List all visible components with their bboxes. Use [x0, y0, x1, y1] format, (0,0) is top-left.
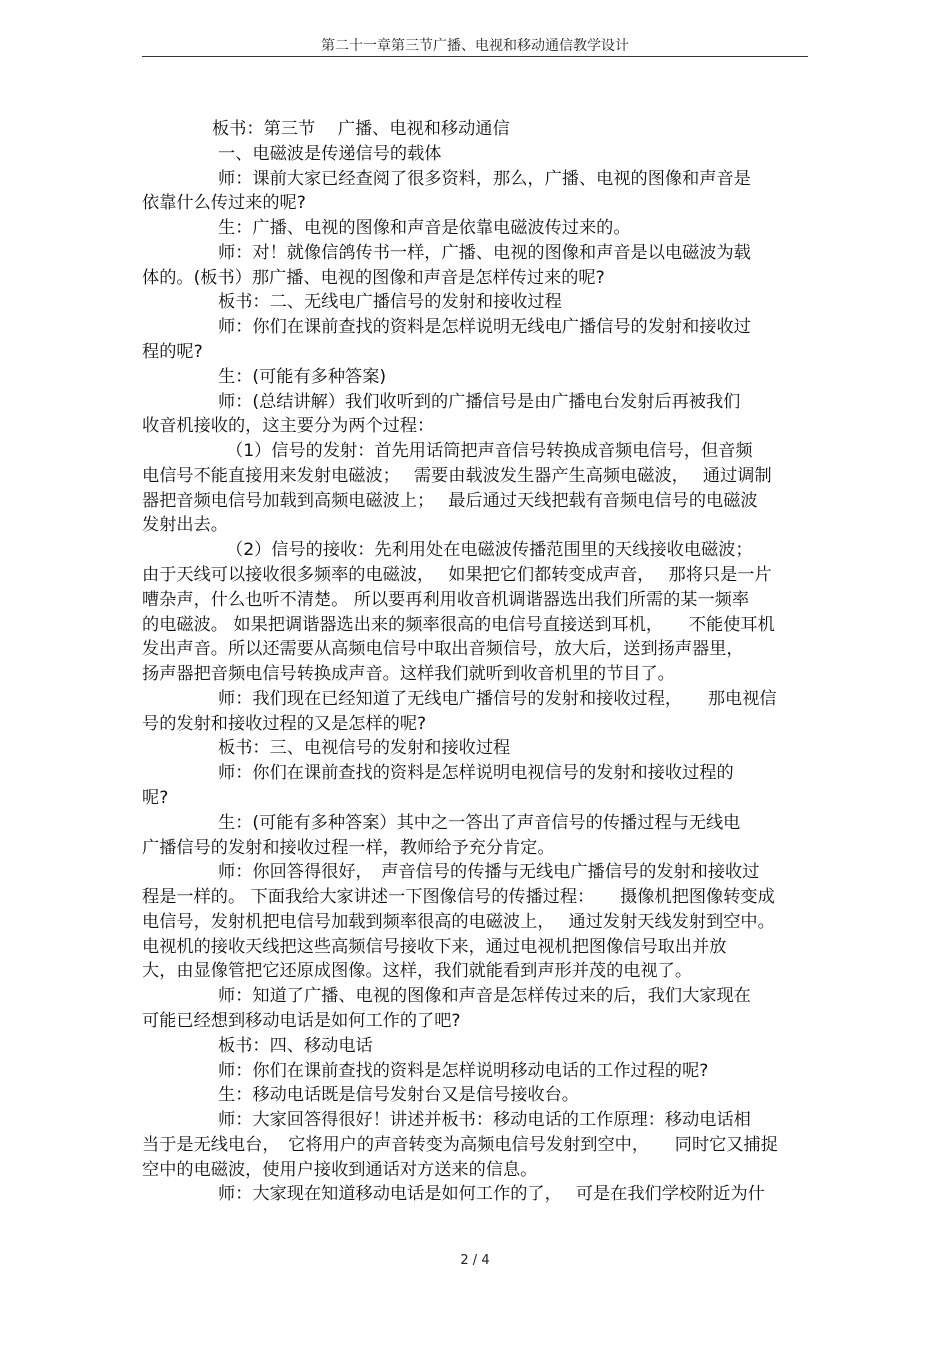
text-line: 师：你回答得很好， 声音信号的传播与无线电广播信号的发射和接收过	[218, 862, 760, 882]
text-line: 生：广播、电视的图像和声音是依靠电磁波传过来的。	[218, 218, 631, 238]
text-line: 师：你们在课前查找的资料是怎样说明电视信号的发射和接收过程的	[218, 763, 734, 783]
text-line: 师：大家回答得很好！讲述并板书：移动电话的工作原理：移动电话相	[218, 1110, 751, 1130]
text-line: 号的发射和接收过程的又是怎样的呢?	[142, 714, 427, 734]
text-line: 生：移动电话既是信号发射台又是信号接收台。	[218, 1085, 579, 1105]
text-line: 大，由显像管把它还原成图像。这样，我们就能看到声形并茂的电视了。	[142, 961, 693, 981]
text-line: （1）信号的发射：首先用话筒把声音信号转换成音频电信号，但音频	[226, 441, 753, 461]
text-line: 师：你们在课前查找的资料是怎样说明无线电广播信号的发射和接收过	[218, 317, 751, 337]
text-line: 师：知道了广播、电视的图像和声音是怎样传过来的后，我们大家现在	[218, 986, 751, 1006]
text-line: 生：(可能有多种答案）其中之一答出了声音信号的传播过程与无线电	[218, 813, 741, 833]
text-line: 的电磁波。 如果把调谐器选出来的频率很高的电信号直接送到耳机， 不能使耳机	[142, 615, 775, 635]
text-line: 程的呢?	[142, 342, 203, 362]
text-line: （2）信号的接收：先利用处在电磁波传播范围里的天线接收电磁波；	[226, 540, 753, 560]
text-line: 师：我们现在已经知道了无线电广播信号的发射和接收过程， 那电视信	[218, 689, 777, 709]
text-line: 程是一样的。 下面我给大家讲述一下图像信号的传播过程： 摄像机把图像转变成	[142, 887, 775, 907]
text-line: 嘈杂声，什么也听不清楚。 所以要再利用收音机调谐器选出我们所需的某一频率	[142, 590, 750, 610]
text-line: 师：课前大家已经查阅了很多资料，那么，广播、电视的图像和声音是	[218, 169, 751, 189]
text-line: 空中的电磁波，使用户接收到通话对方送来的信息。	[142, 1160, 538, 1180]
page-number: 2 / 4	[460, 1253, 490, 1268]
text-line: 板书：三、电视信号的发射和接收过程	[218, 738, 511, 758]
text-line: 师：大家现在知道移动电话是如何工作的了， 可是在我们学校附近为什	[218, 1184, 765, 1204]
page-header-title: 第二十一章第三节广播、电视和移动通信教学设计	[321, 38, 629, 54]
text-line: 板书：第三节 广播、电视和移动通信	[212, 119, 510, 139]
text-line: 生：(可能有多种答案)	[218, 367, 387, 387]
text-line: 发出声音。所以还需要从高频电信号中取出音频信号，放大后，送到扬声器里，	[142, 639, 744, 659]
text-line: 电视机的接收天线把这些高频信号接收下来，通过电视机把图像信号取出并放	[142, 937, 727, 957]
text-line: 当于是无线电台， 它将用户的声音转变为高频电信号发射到空中， 同时它又捕捉	[142, 1135, 778, 1155]
text-line: 师：对！就像信鸽传书一样，广播、电视的图像和声音是以电磁波为载	[218, 243, 751, 263]
text-line: 电信号，发射机把电信号加载到频率很高的电磁波上， 通过发射天线发射到空中。	[142, 912, 775, 932]
text-line: 可能已经想到移动电话是如何工作的了吧?	[142, 1011, 461, 1031]
text-line: 师：你们在课前查找的资料是怎样说明移动电话的工作过程的呢?	[218, 1061, 709, 1081]
text-line: 发射出去。	[142, 515, 228, 535]
text-line: 电信号不能直接用来发射电磁波； 需要由载波发生器产生高频电磁波， 通过调制	[142, 466, 772, 486]
text-line: 体的。(板书）那广播、电视的图像和声音是怎样传过来的呢?	[142, 268, 605, 288]
text-line: 依靠什么传过来的呢?	[142, 193, 306, 213]
text-line: 师：(总结讲解）我们收听到的广播信号是由广播电台发射后再被我们	[218, 392, 741, 412]
text-line: 板书：二、无线电广播信号的发射和接收过程	[218, 292, 562, 312]
text-line: 器把音频电信号加载到高频电磁波上； 最后通过天线把载有音频电信号的电磁波	[142, 491, 758, 511]
text-line: 板书：四、移动电话	[218, 1036, 373, 1056]
text-line: 收音机接收的，这主要分为两个过程：	[142, 416, 435, 436]
text-line: 由于天线可以接收很多频率的电磁波， 如果把它们都转变成声音， 那将只是一片	[142, 565, 772, 585]
text-line: 广播信号的发射和接收过程一样，教师给予充分肯定。	[142, 838, 555, 858]
text-line: 呢?	[142, 788, 169, 808]
text-line: 一、电磁波是传递信号的载体	[218, 144, 442, 164]
text-line: 扬声器把音频电信号转换成声音。这样我们就听到收音机里的节目了。	[142, 664, 675, 684]
header-divider	[142, 56, 808, 57]
